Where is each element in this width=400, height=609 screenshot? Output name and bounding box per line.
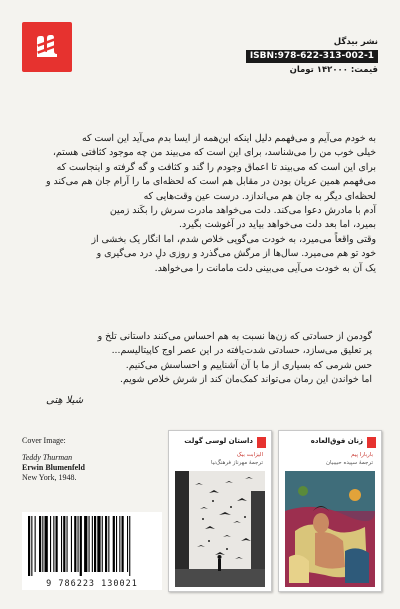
publication-info [218,36,378,77]
barcode-bars [28,516,156,576]
excerpt-line: یک آن به خودت می‌آیی می‌بینی دلت مامانت را می‌خواهد. [154,262,376,274]
barcode-bar [71,516,72,572]
barcode-bar [50,516,51,572]
related-book-translator: ترجمهٔ مهرناز فرهنگ‌نیا [211,460,263,466]
credit-artist: Erwin Blumenfeld [22,463,85,472]
barcode-bar [89,516,90,572]
birds-cover-art [175,471,265,587]
barcode-bar [63,516,65,572]
related-book-author: الیزابت بیک [236,452,263,458]
barcode-bar [108,516,109,572]
excerpt-line: بمیرد، اما بعد دلت می‌خواهد بیاید در آغوشت بگیرد. [178,219,376,231]
excerpt-line: برای این است که می‌بیند تا اعماق وجودم را گند و کثافت و گه گرفته و اینجاست که [56,161,376,173]
barcode-bar [129,516,130,576]
cover-image-credit [22,436,142,483]
barcode-bar [45,516,48,572]
barcode-bar [67,516,68,572]
barcode-bar [122,516,124,572]
barcode-bar [127,516,128,572]
barcode-bar [42,516,43,572]
barcode-bar [105,516,107,572]
quote-signature: شیلا هِتی [46,394,84,406]
blurb-excerpt [26,132,376,276]
excerpt-line: آدم با مادرش دعوا می‌کند. دلت می‌خواهد مادرت سرش را بکَند زمین [109,205,376,217]
bidgol-logo-icon [29,29,65,65]
related-book-author: باربارا پیم [351,452,373,458]
excerpt-line: لحظه‌ای دیگر به جان هم می‌اندازد. درست عین وقت‌هایی که [143,190,376,202]
related-book-translator: ترجمهٔ سپیده حبیبیان [325,460,373,466]
related-book-title: زنان فوق‌العاده [310,437,363,445]
barcode-bar [61,516,62,572]
barcode-bar [28,516,30,576]
barcode-digits: 9 786223 130021 [46,579,138,589]
painting-cover-art [285,471,375,587]
excerpt-line: به خودم می‌آیم و می‌فهمم دلیل اینکه این‌همه از ایسا بدم می‌آید این است که [82,133,376,144]
barcode-bar [74,516,76,572]
quote-line: حس شرمی که بسیاری از ما با آن آشناییم و احساسش می‌کنیم. [125,359,372,371]
related-book-cover [168,430,272,592]
quote-line: گودمن از حسادتی که زن‌ها نسبت به هم احساس می‌کنند داستانی تلخ و [97,331,372,342]
excerpt-line: خود تو هم می‌میرد. سال‌ها از مرگش می‌گذرد و روزی دلِ درد می‌گیری و [96,248,376,260]
isbn-label: ISBN:978-622-313-002-1 [246,50,378,63]
related-book-title: داستان لوسی گولت [184,437,253,445]
barcode-bar [116,516,117,572]
excerpt-line: می‌فهمم همین عریان بودن در مقابل هم است که لحظه‌ای ما را آرام جان هم می‌کند و [46,176,376,188]
barcode-bar [97,516,100,572]
publisher-logo [22,22,72,72]
quote-line: پر تعلیق می‌سازد، حسادتی شدت‌یافته در این عصر اوج کاپیتالیسم... [111,345,372,357]
barcode-bar [78,516,79,572]
barcode-bar [39,516,41,572]
quote-line: اما خواندن این رمان می‌تواند کمک‌مان کند از شرش خلاص شویم. [120,374,372,386]
isbn-barcode [22,512,162,590]
barcode-bar [92,516,93,572]
barcode-bar [56,516,58,572]
barcode-bar [84,516,87,572]
related-book-cover [278,430,382,592]
barcode-bar [119,516,120,572]
barcode-bar [31,516,32,576]
barcode-bar [35,516,36,572]
barcode-bar [102,516,103,572]
publisher-name: نشر بیدگل [333,37,378,47]
credit-label: Cover Image: [22,436,66,445]
excerpt-line: خیلی خوب من را می‌شناسد، برای این است که می‌بیند من چه موجود کثافتی هستم، [52,147,376,159]
barcode-bar [94,516,96,572]
price-label: قیمت: ۱۴۲۰۰۰ تومان [289,65,378,75]
barcode-bar [113,516,115,572]
credit-title: Teddy Thurman [22,453,73,462]
barcode-bar [80,516,82,576]
excerpt-line: وقتی واقعاً می‌میرد، به خودت می‌گویی خلاص شدم، اما انگار یک بخشی از [91,233,376,245]
barcode-bar [53,516,54,572]
review-quote [42,330,372,408]
credit-place: New York, 1948. [22,473,77,482]
